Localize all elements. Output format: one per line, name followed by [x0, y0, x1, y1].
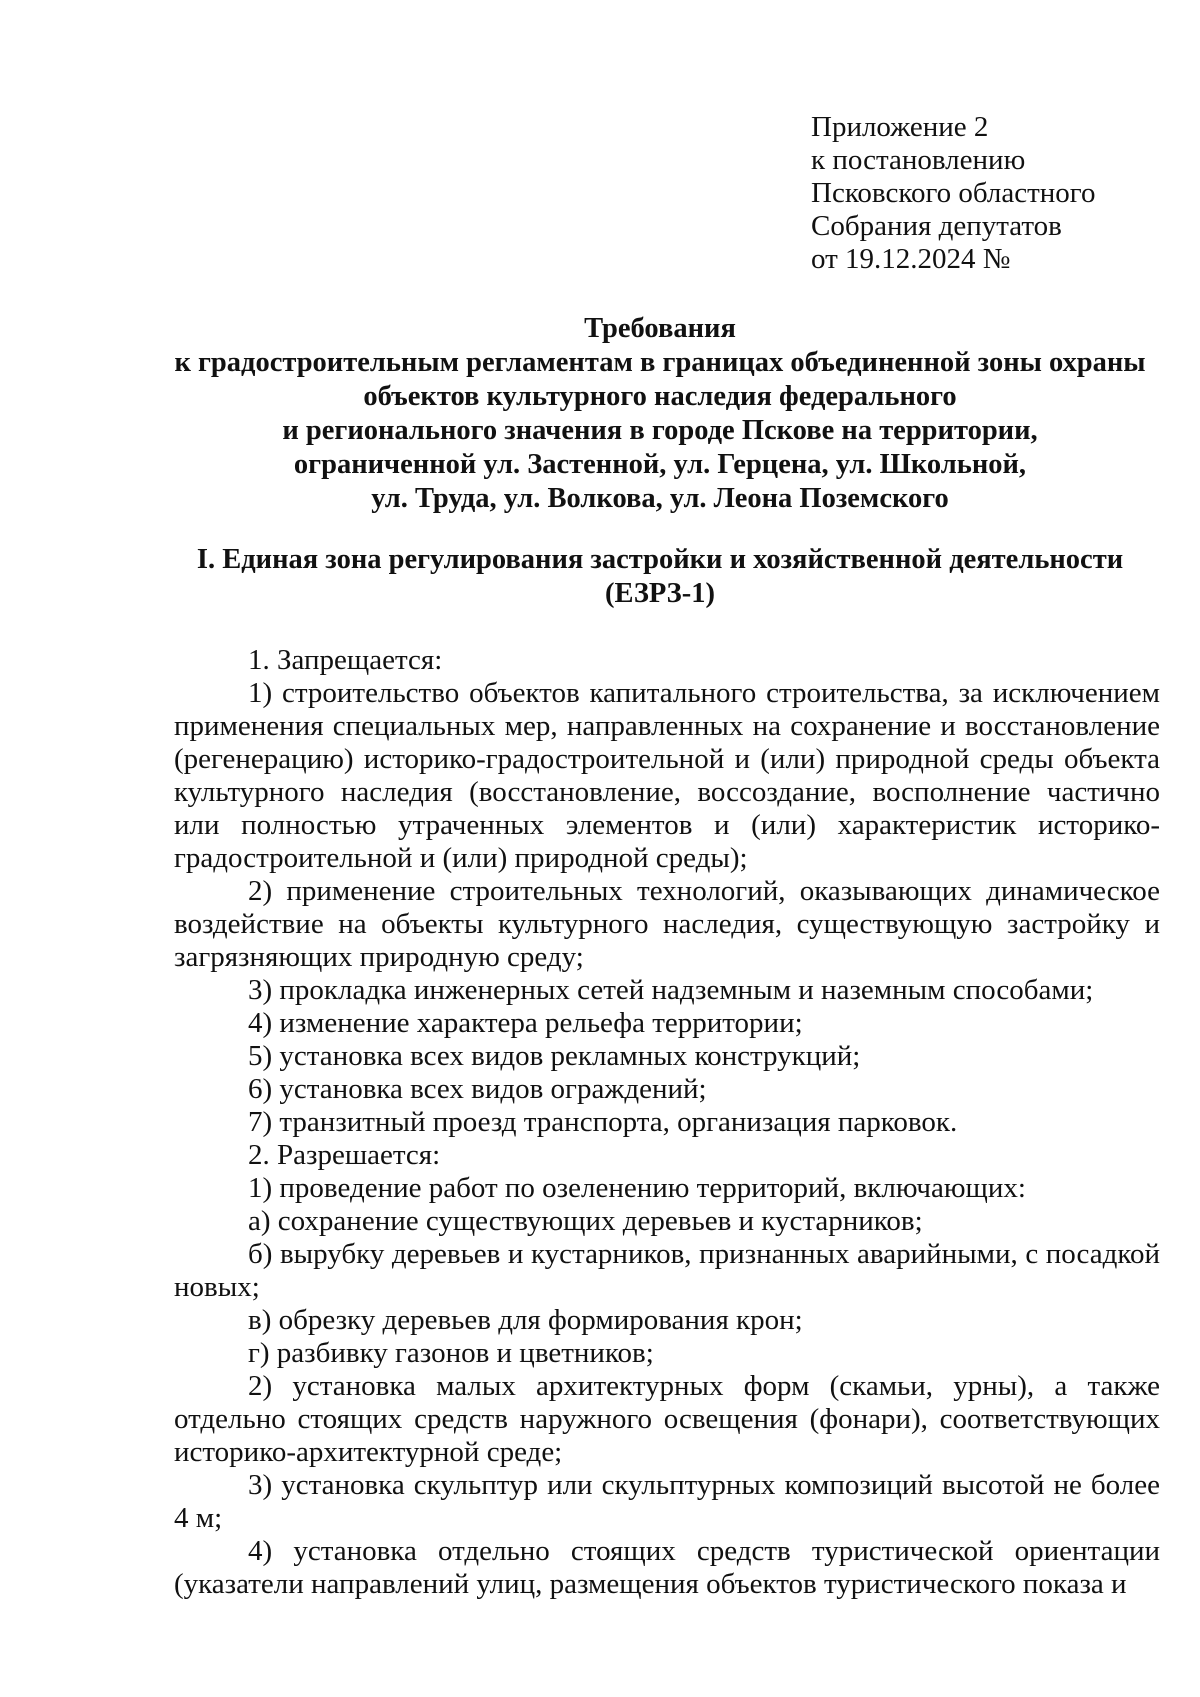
paragraph: 2) установка малых архитектурных форм (скамьи, урны), а также отдельно стоящих средств наружного освещения (фонари), соответствующих историко-архитектурной среде;: [174, 1370, 1160, 1468]
title-line: ограниченной ул. Застенной, ул. Герцена, ул. Школьной,: [293, 449, 1027, 480]
paragraph: 6) установка всех видов ограждений;: [248, 1073, 707, 1105]
appendix-line: Псковского областного: [811, 177, 1096, 209]
paragraph: а) сохранение существующих деревьев и кустарников;: [248, 1205, 923, 1237]
appendix-line: Приложение 2: [811, 111, 989, 143]
appendix-line: от 19.12.2024 №: [811, 243, 1011, 275]
paragraph: г) разбивку газонов и цветников;: [248, 1337, 654, 1369]
paragraph: 7) транзитный проезд транспорта, организация парковок.: [248, 1106, 958, 1138]
paragraph: 5) установка всех видов рекламных конструкций;: [248, 1040, 861, 1072]
paragraph: 4) установка отдельно стоящих средств туристической ориентации (указатели направлений улиц, размещения объектов туристического показа и: [174, 1535, 1160, 1600]
appendix-line: к постановлению: [811, 144, 1026, 176]
appendix-header: [811, 111, 1171, 276]
document-body: [174, 644, 1160, 1601]
section-heading: [160, 543, 1160, 611]
title-line: к градостроительным регламентам в границах объединенной зоны охраны: [174, 347, 1146, 378]
title-line: ул. Труда, ул. Волкова, ул. Леона Поземского: [371, 483, 949, 514]
paragraph: 1) проведение работ по озеленению территорий, включающих:: [248, 1172, 1026, 1204]
document-title: [160, 312, 1160, 516]
paragraph: 4) изменение характера рельефа территории;: [248, 1007, 803, 1039]
paragraph: 1) строительство объектов капитального строительства, за исключением применения специальных мер, направленных на сохранение и восстановление (регенерацию) историко-градостроительной и (или) природной среды объекта культурного наследия (восстановление, воссоздание, восполнение частично или полностью утраченных элементов и (или) характеристик историко-градостроительной и (или) природной среды);: [174, 677, 1160, 874]
appendix-line: Собрания депутатов: [811, 210, 1062, 242]
paragraph: 2. Разрешается:: [248, 1139, 441, 1171]
paragraph: 1. Запрещается:: [248, 644, 443, 676]
title-line: и регионального значения в городе Пскове на территории,: [282, 415, 1038, 446]
paragraph: 2) применение строительных технологий, оказывающих динамическое воздействие на объекты культурного наследия, существующую застройку и загрязняющих природную среду;: [174, 875, 1160, 973]
paragraph: 3) прокладка инженерных сетей надземным и наземным способами;: [248, 974, 1094, 1006]
title-line: объектов культурного наследия федерального: [363, 381, 957, 412]
paragraph: 3) установка скульптур или скульптурных композиций высотой не более 4 м;: [174, 1469, 1160, 1534]
title-line: Требования: [584, 313, 736, 344]
paragraph: б) вырубку деревьев и кустарников, признанных аварийными, с посадкой новых;: [174, 1238, 1160, 1303]
section-heading-line: I. Единая зона регулирования застройки и хозяйственной деятельности: [196, 544, 1124, 575]
paragraph: в) обрезку деревьев для формирования крон;: [248, 1304, 803, 1336]
section-heading-line: (ЕЗРЗ-1): [605, 578, 715, 609]
